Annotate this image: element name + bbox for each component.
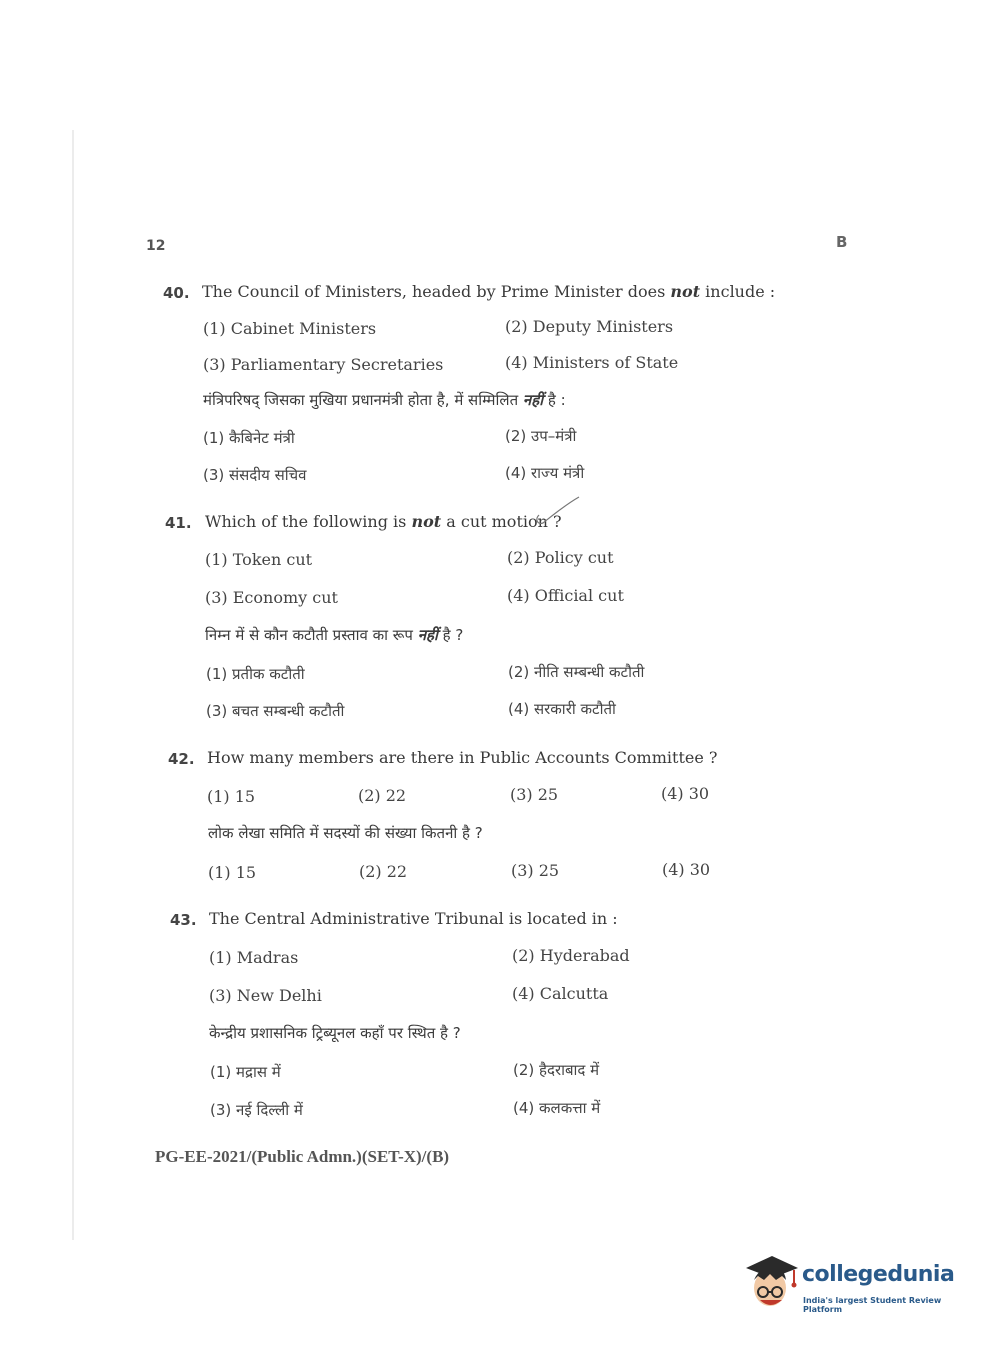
option-en-1: (1) Cabinet Ministers [203,319,377,338]
question-number: 40. [163,284,190,302]
option-en-2: (2) Deputy Ministers [505,317,674,336]
option-hi-2: (2) हैदराबाद में [513,1061,600,1079]
option-en-3: (3) New Delhi [209,986,322,1005]
set-letter: B [836,233,848,251]
option-en-4: (4) 30 [661,784,710,803]
option-en-2: (2) Policy cut [507,548,614,567]
option-hi-4: (4) सरकारी कटौती [508,700,616,718]
question-text-en: Which of the following is not a cut motion ? [205,512,562,531]
page-number: 12 [146,238,166,254]
graduation-cap-mascot-icon [742,1250,800,1312]
collegedunia-watermark [742,1250,974,1320]
option-hi-2: (2) नीति सम्बन्धी कटौती [508,663,645,681]
option-en-3: (3) Parliamentary Secretaries [203,355,444,374]
option-en-4: (4) Calcutta [512,984,609,1003]
option-en-3: (3) Economy cut [205,588,338,607]
question-number: 42. [168,750,195,768]
option-en-4: (4) Official cut [507,586,624,605]
option-hi-3: (3) 25 [511,861,560,880]
question-text-hi: मंत्रिपरिषद् जिसका मुखिया प्रधानमंत्री होता है, में सम्मिलित नहीं है : [203,391,566,409]
option-hi-3: (3) नई दिल्ली में [210,1101,303,1119]
paper-code-footer: PG-EE-2021/(Public Admn.)(SET-X)/(B) [155,1147,450,1166]
option-hi-4: (4) कलकत्ता में [513,1099,601,1117]
handwritten-tick-icon [533,493,583,531]
question-number: 43. [170,911,197,929]
option-en-1: (1) Madras [209,948,299,967]
option-hi-2: (2) 22 [359,862,408,881]
question-text-hi: केन्द्रीय प्रशासनिक ट्रिब्यूनल कहाँ पर स्थित है ? [209,1024,461,1042]
option-hi-1: (1) कैबिनेट मंत्री [203,429,295,447]
question-number: 41. [165,514,192,532]
question-text-en: The Council of Ministers, headed by Prime Minister does not include : [202,282,776,301]
option-hi-4: (4) राज्य मंत्री [505,464,585,482]
option-en-2: (2) 22 [358,786,407,805]
option-en-1: (1) 15 [207,787,256,806]
option-hi-4: (4) 30 [662,860,711,879]
option-hi-1: (1) प्रतीक कटौती [206,665,305,683]
option-hi-1: (1) 15 [208,863,257,882]
question-text-en: The Central Administrative Tribunal is located in : [209,909,618,928]
brand-name: collegedunia [802,1262,955,1287]
brand-tagline: India's largest Student Review Platform [803,1296,942,1314]
option-en-2: (2) Hyderabad [512,946,630,965]
page-margin-line [72,130,74,1240]
option-hi-2: (2) उप–मंत्री [505,427,577,445]
question-text-hi: लोक लेखा समिति में सदस्यों की संख्या कितनी है ? [208,824,483,842]
option-hi-3: (3) बचत सम्बन्धी कटौती [206,702,345,720]
option-en-1: (1) Token cut [205,550,313,569]
question-text-en: How many members are there in Public Accounts Committee ? [207,748,718,767]
option-en-4: (4) Ministers of State [505,353,679,372]
option-hi-3: (3) संसदीय सचिव [203,466,307,484]
question-text-hi: निम्न में से कौन कटौती प्रस्ताव का रूप नहीं है ? [205,626,464,644]
option-hi-1: (1) मद्रास में [210,1063,281,1081]
option-en-3: (3) 25 [510,785,559,804]
